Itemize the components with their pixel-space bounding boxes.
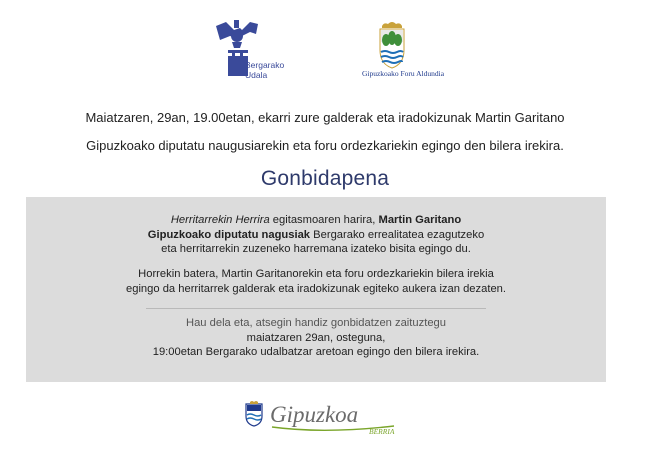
bergara-line-1: Bergarako [245, 60, 285, 70]
invitation-paragraph-1 [26, 213, 606, 257]
invitation-box [26, 197, 606, 382]
intro-line-2: Gipuzkoako diputatu naugusiarekin eta foru ordezkariekin egingo den bilera irekira. [86, 138, 564, 153]
p2-line-2: egingo da herritarrek galderak eta iradokizunak egiteko aukera izan dezaten. [126, 282, 506, 295]
gipuzkoako-foru-aldundia-label: Gipuzkoako Foru Aldundia [361, 69, 445, 78]
page-title: Gonbidapena [260, 167, 390, 190]
bergara-line-2: Udala [245, 70, 268, 80]
p1-line-1 [26, 213, 606, 228]
deputy-name: Martin Garitano [378, 214, 462, 226]
gipuzkoa-shield-icon [340, 20, 460, 90]
p3-line-2: maiatzaren 29an, osteguna, [246, 331, 386, 344]
invitation-paragraph-3 [26, 316, 606, 360]
project-name: Herritarrekin Herrira [170, 214, 270, 226]
gipuzkoa-script-text: Gipuzkoa [270, 402, 359, 427]
p1-text-a: egitasmoaren harira, [269, 214, 379, 226]
deputy-title: Gipuzkoako diputatu nagusiak [147, 228, 311, 241]
berria-label: BERRIA [369, 427, 395, 436]
p3-line-1: Hau dela eta, atsegin handiz gonbidatzen zaituztegu [186, 317, 446, 329]
divider [146, 308, 486, 309]
bergara-udala-label [245, 60, 284, 80]
p3-line-3: 19:00etan Bergarako udalbatzar aretoan egingo den bilera irekira. [152, 346, 480, 358]
header-logos [0, 18, 650, 88]
p1-line-3: eta herritarrekin zuzeneko harremana izateko bisita egingo du. [161, 243, 471, 255]
intro-line-1: Maiatzaren, 29an, 19.00etan, ekarri zure galderak eta iradokizunak Martin Garitano [85, 110, 565, 125]
invitation-paragraph-2 [26, 267, 606, 296]
p2-line-1: Horrekin batera, Martin Garitanorekin eta foru ordezkariekin bilera irekia [138, 268, 494, 280]
p1-line-2 [26, 228, 606, 243]
p1-text-b: Bergarako errealitatea ezagutzeko [310, 228, 485, 241]
